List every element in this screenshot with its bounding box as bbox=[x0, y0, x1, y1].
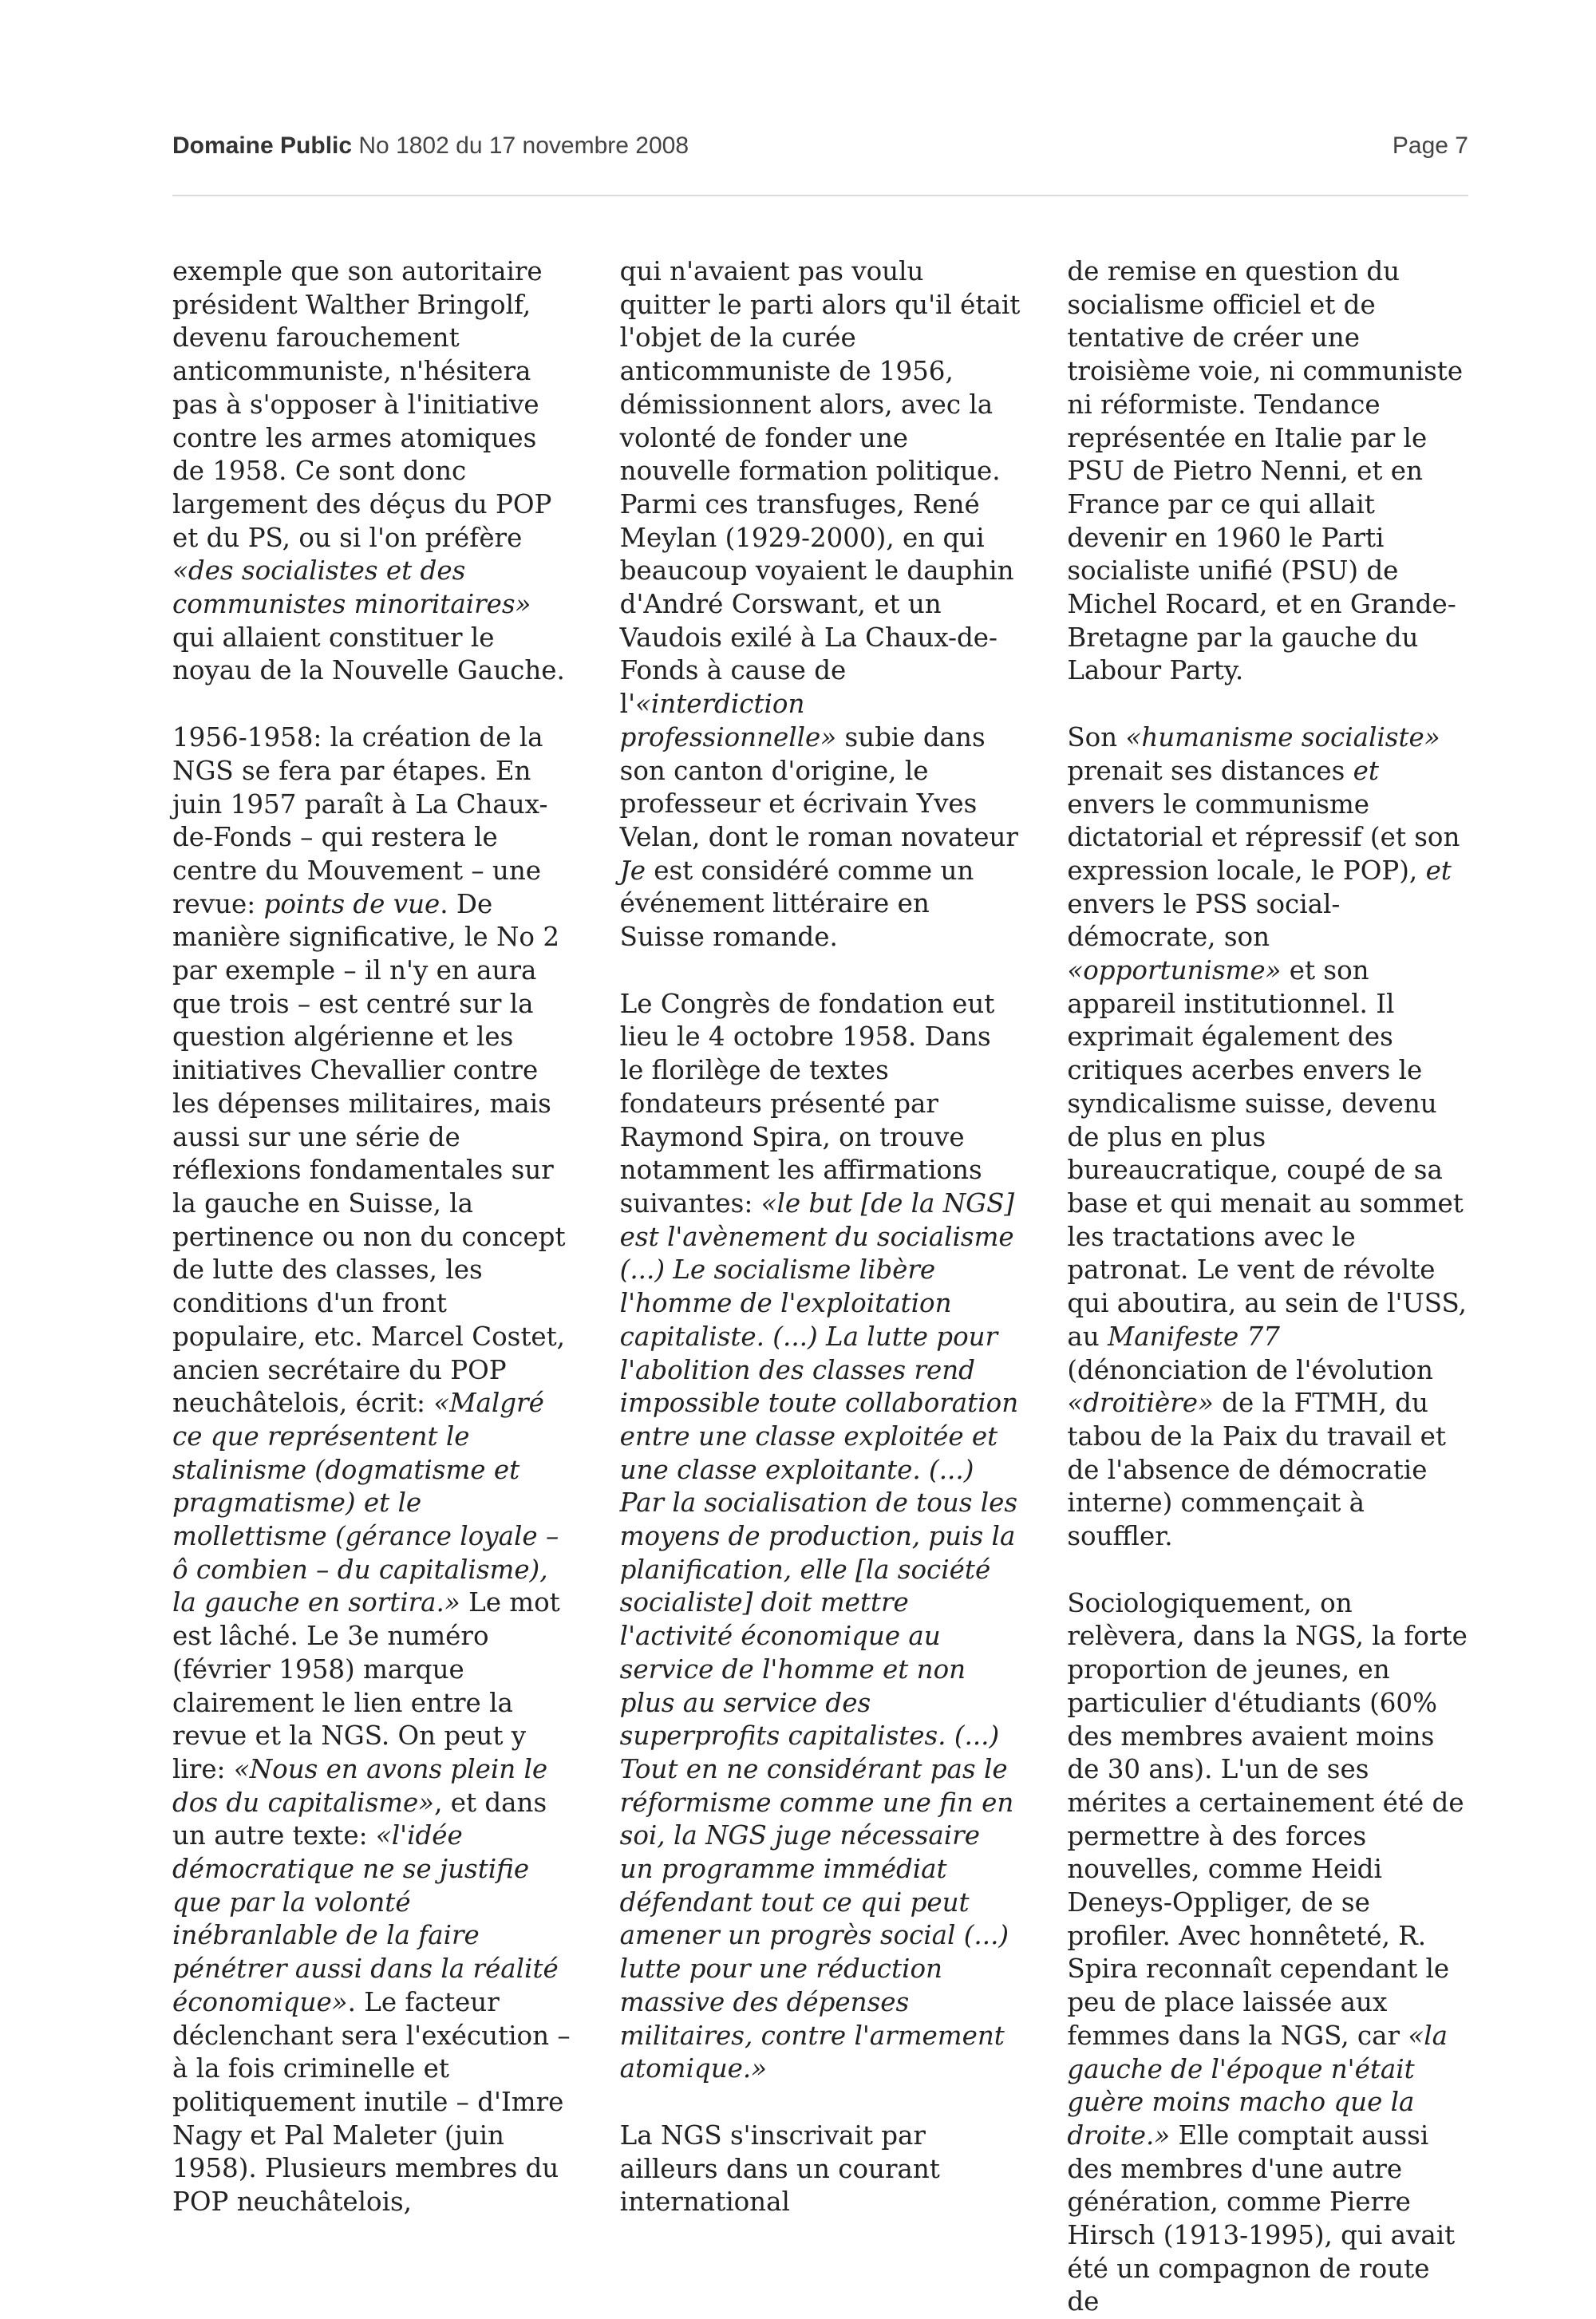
paragraph: La NGS s'inscrivait par ailleurs dans un courant international bbox=[619, 2119, 940, 2218]
issue-line bbox=[172, 132, 689, 160]
paragraph: Son «humanisme socialiste» prenait ses distances et envers le communisme dictatorial et répressif (et son expression locale, le POP), et envers le PSS social-démocrate, son «opportunisme» et son appareil institutionnel. Il exprimait également des critiques acerbes envers le syndicalisme suisse, devenu de plus en plus bureaucratique, coupé de sa base et qui menait au sommet les tractations avec le patronat. Le vent de révolte qui aboutira, au sein de l'USS, au Manifeste 77 (dénonciation de l'évolution «droitière» de la FTMH, du tabou de la Paix du travail et de l'absence de démocratie interne) commençait à souffler. bbox=[1067, 722, 1467, 1552]
page-number: Page 7 bbox=[1392, 132, 1468, 159]
paragraph: Le Congrès de fondation eut lieu le 4 octobre 1958. Dans le florilège de textes fondateurs présenté par Raymond Spira, on trouve notamment les affirmations suivantes: «le but [de la NGS] est l'avènement du socialisme (...) Le socialisme libère l'homme de l'exploitation capitaliste. (...) La lutte pour l'abolition des classes rend impossible toute collaboration entre une classe exploitée et une classe exploitante. (...) Par la socialisation de tous les moyens de production, puis la planification, elle [la société socialiste] doit mettre l'activité économique au service de l'homme et non plus au service des superprofits capitalistes. (...) Tout en ne considérant pas le réformisme comme une fin en soi, la NGS juge nécessaire un programme immédiat défendant tout ce qui peut amener un progrès social (...) lutte pour une réduction massive des dépenses militaires, contre l'armement atomique.» bbox=[619, 988, 1019, 2084]
paragraph: de remise en question du socialisme officiel et de tentative de créer une troisième voie, ni communiste ni réformiste. Tendance représentée en Italie par le PSU de Pietro Nenni, et en France par ce qui allait devenir en 1960 le Parti socialiste unifié (PSU) de Michel Rocard, et en Grande-Bretagne par la gauche du Labour Party. bbox=[1067, 256, 1464, 686]
paragraph: Sociologiquement, on relèvera, dans la NGS, la forte proportion de jeunes, en particulier d'étudiants (60% des membres avaient moins de 30 ans). L'un de ses mérites a certainement été de permettre à des forces nouvelles, comme Heidi Deneys-Oppliger, de se profiler. Avec honnêteté, R. Spira reconnaît cependant le peu de place laissée aux femmes dans la NGS, car «la gauche de l'époque n'était guère moins macho que la droite.» Elle comptait aussi des membres d'une autre génération, comme Pierre Hirsch (1913-1995), qui avait été un compagnon de route de bbox=[1067, 1587, 1468, 2317]
column-1 bbox=[172, 255, 574, 2319]
publication-name: Domaine Public bbox=[172, 132, 353, 159]
text-columns bbox=[172, 255, 1468, 2319]
paragraph: exemple que son autoritaire président Walther Bringolf, devenu farouchement anticommuniste, n'hésitera pas à s'opposer à l'initiative contre les armes atomiques de 1958. Ce sont donc largement des déçus du POP et du PS, ou si l'on préfère «des socialistes et des communistes minoritaires» qui allaient constituer le noyau de la Nouvelle Gauche. bbox=[172, 256, 565, 686]
column-3 bbox=[1067, 255, 1468, 2319]
column-2 bbox=[620, 255, 1021, 2319]
paragraph: 1956-1958: la création de la NGS se fera par étapes. En juin 1957 paraît à La Chaux-de-Fonds – qui restera le centre du Mouvement – une revue: points de vue. De manière significative, le No 2 par exemple – il n'y en aura que trois – est centré sur la question algérienne et les initiatives Chevallier contre les dépenses militaires, mais aussi sur une série de réflexions fondamentales sur la gauche en Suisse, la pertinence ou non du concept de lutte des classes, les conditions d'un front populaire, etc. Marcel Costet, ancien secrétaire du POP neuchâtelois, écrit: «Malgré ce que représentent le stalinisme (dogmatisme et pragmatisme) et le mollettisme (gérance loyale – ô combien – du capitalisme), la gauche en sortira.» Le mot est lâché. Le 3e numéro (février 1958) marque clairement le lien entre la revue et la NGS. On peut y lire: «Nous en avons plein le dos du capitalisme», et dans un autre texte: «l'idée démocratique ne se justifie que par la volonté inébranlable de la faire pénétrer aussi dans la réalité économique». Le facteur déclenchant sera l'exécution – à la fois criminelle et politiquement inutile – d'Imre Nagy et Pal Maleter (juin 1958). Plusieurs membres du POP neuchâtelois, bbox=[172, 722, 571, 2218]
header-divider bbox=[172, 195, 1468, 196]
paragraph: qui n'avaient pas voulu quitter le parti alors qu'il était l'objet de la curée anticommuniste de 1956, démissionnent alors, avec la volonté de fonder une nouvelle formation politique. Parmi ces transfuges, René Meylan (1929-2000), en qui beaucoup voyaient le dauphin d'André Corswant, et un Vaudois exilé à La Chaux-de-Fonds à cause de l'«interdiction professionnelle» subie dans son canton d'origine, le professeur et écrivain Yves Velan, dont le roman novateur Je est considéré comme un événement littéraire en Suisse romande. bbox=[619, 256, 1021, 953]
issue-info: No 1802 du 17 novembre 2008 bbox=[352, 132, 689, 159]
page-header bbox=[172, 132, 1468, 160]
